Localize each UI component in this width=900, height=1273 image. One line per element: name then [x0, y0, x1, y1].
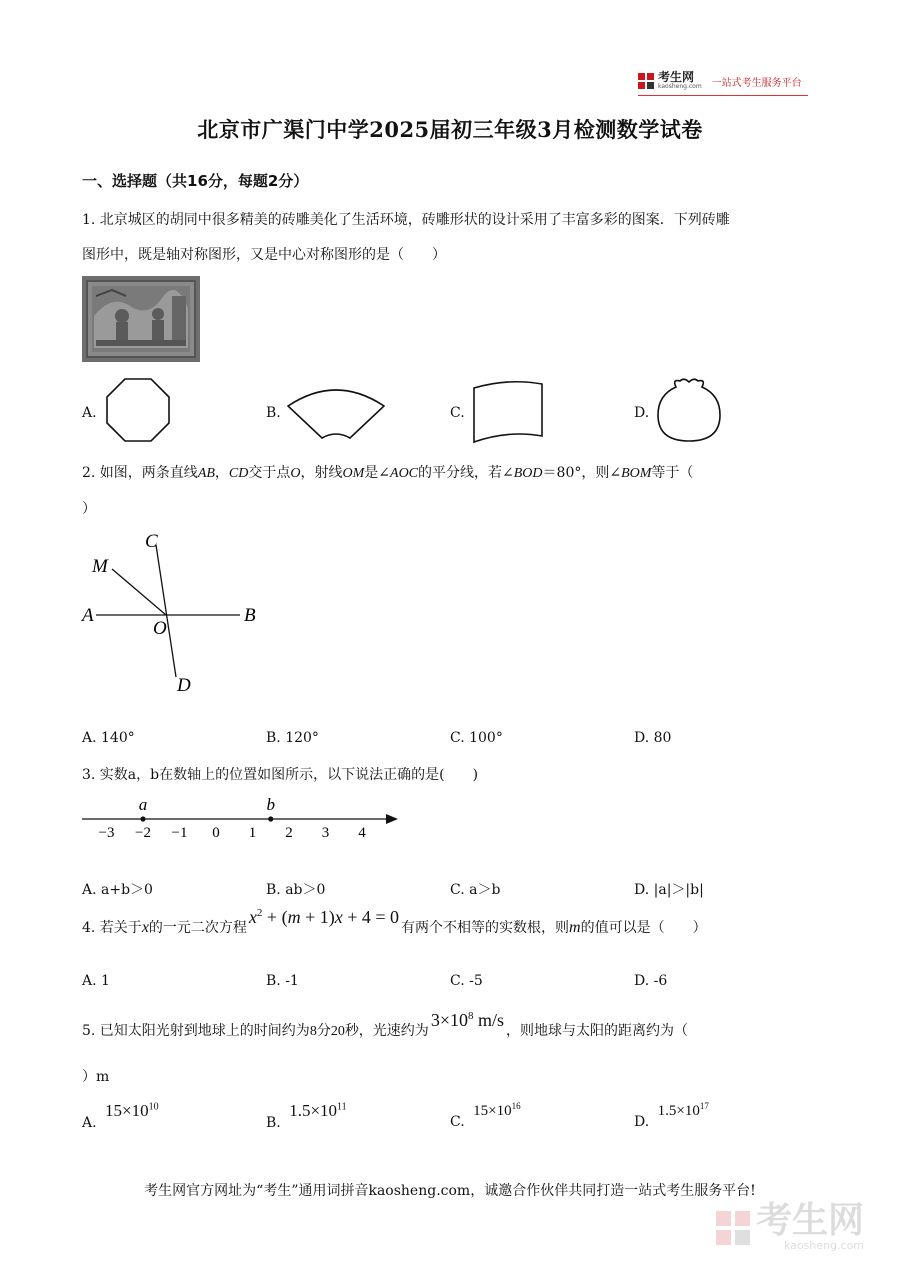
- watermark: [716, 1200, 865, 1252]
- q5-speed: [431, 1010, 504, 1031]
- watermark-domain: kaosheng.com: [783, 1239, 865, 1252]
- q2-option-b: B. 120°: [266, 730, 319, 746]
- brand-logo-icon: [638, 73, 654, 89]
- q2-var-bom: BOM: [621, 466, 652, 481]
- brand-divider: [638, 95, 808, 96]
- q5-option-d-label: D.: [634, 1114, 650, 1130]
- q1-line1: 1. 北京城区的胡同中很多精美的砖雕美化了生活环境，砖雕形状的设计采用了丰富多彩的图案．下列砖雕: [82, 212, 730, 228]
- q4-eq-x2: x: [334, 907, 343, 927]
- q2-comma: ，: [214, 465, 229, 481]
- line-cd: [156, 545, 176, 677]
- q2-var-bod: BOD: [513, 466, 543, 481]
- q5-option-a-label: A.: [82, 1115, 97, 1131]
- q1-option-d-label: D.: [634, 405, 650, 421]
- q5-option-a: [82, 1101, 159, 1131]
- q4-option-a: A. 1: [82, 973, 110, 989]
- q4-eq-tail: + 4 = 0: [342, 907, 400, 927]
- label-m: M: [92, 556, 108, 577]
- q4-option-d: D. -6: [634, 973, 668, 989]
- q5-option-d: [634, 1101, 709, 1130]
- q5-option-a-base: 15×10: [105, 1101, 149, 1120]
- q3-option-d: D. |a|＞|b|: [634, 882, 704, 898]
- q5-option-b-base: 1.5×10: [289, 1101, 338, 1120]
- q5-option-c-base: 15×10: [473, 1103, 512, 1119]
- wave-flag-figure: [470, 380, 544, 450]
- q5-option-b: [266, 1101, 347, 1131]
- q5-text-3: 秒，光速约为: [344, 1023, 429, 1039]
- page-title: 北京市广渠门中学2025届初三年级3月检测数学试卷: [197, 117, 703, 142]
- watermark-logo-icon: [716, 1211, 750, 1245]
- fan-figure: [286, 384, 386, 446]
- q2-var-aoc: AOC: [390, 466, 419, 481]
- section-heading: 一、选择题（共16分，每题2分）: [82, 172, 309, 190]
- q4-var-m: m: [569, 919, 581, 936]
- q4-eq-plus-one: + 1): [300, 907, 335, 927]
- q2-text-5: 的平分线，若∠: [418, 465, 514, 481]
- q1-option-b-label: B.: [266, 405, 281, 421]
- q4-equation: [249, 907, 399, 928]
- number-line-tick-label: 0: [212, 825, 220, 841]
- q3-option-b: B. ab＞0: [266, 882, 326, 898]
- q1-option-c-label: C.: [450, 405, 465, 421]
- number-line-tick-label: 4: [358, 825, 366, 841]
- label-point-a: a: [138, 795, 148, 814]
- q2-text-6: ＝80°，则∠: [542, 465, 622, 481]
- q4-text-3: 有两个不相等的实数根，则: [401, 920, 570, 936]
- q2-text-3: ，射线: [300, 465, 343, 481]
- number-line-tick-label: −1: [171, 825, 188, 841]
- brand-slogan: 一站式考生服务平台: [711, 77, 802, 89]
- q5-option-c: [450, 1101, 521, 1130]
- q5-option-c-value: [473, 1103, 520, 1119]
- q5-text-2: 分: [316, 1023, 331, 1039]
- brand-domain: kaosheng.com: [658, 83, 702, 90]
- q4-option-c: C. -5: [450, 973, 483, 989]
- q2-var-cd: CD: [228, 466, 249, 481]
- q4-text-1: 4. 若关于: [82, 920, 142, 936]
- q1-option-a-label: A.: [82, 405, 97, 421]
- q2-var-ab: AB: [197, 466, 215, 481]
- footer-text: 考生网官方网址为“考生”通用词拼音kaosheng.com，诚邀合作伙伴共同打造一站式考生服务平台!: [144, 1183, 756, 1199]
- number-line-tick-label: 1: [248, 825, 257, 841]
- number-line-tick-label: −2: [135, 825, 151, 841]
- q5-option-a-exp: 10: [148, 1101, 159, 1113]
- q2-text-2: 交于点: [248, 465, 291, 481]
- q3-option-a: A. a+b＞0: [82, 882, 153, 898]
- q2-var-o: O: [290, 466, 301, 481]
- q2-var-om: OM: [342, 466, 365, 481]
- q4-line: [82, 907, 707, 937]
- q5-option-b-label: B.: [266, 1115, 281, 1131]
- q5-line1: [82, 1010, 688, 1040]
- brand-header: [638, 72, 802, 90]
- point-b: [268, 816, 273, 821]
- point-a: [140, 816, 145, 821]
- label-o: O: [153, 618, 167, 639]
- q5-option-c-exp: 16: [511, 1101, 521, 1111]
- q2-text-4: 是∠: [364, 465, 391, 481]
- watermark-name: 考生网: [756, 1200, 865, 1241]
- brand-name: 考生网: [658, 70, 695, 84]
- q4-text-4: 的值可以是（ ）: [580, 920, 707, 936]
- q3-text: 3. 实数a，b在数轴上的位置如图所示，以下说法正确的是( ): [82, 767, 479, 783]
- label-b: B: [244, 605, 256, 626]
- q5-option-d-exp: 17: [699, 1101, 709, 1111]
- q2-text-1: 2. 如图，两条直线: [82, 465, 198, 481]
- bag-figure: [654, 377, 724, 449]
- q5-text-1: 5. 已知太阳光射到地球上的时间约为: [82, 1023, 310, 1039]
- q5-option-b-value: [289, 1101, 346, 1120]
- watermark-text: [756, 1200, 865, 1252]
- label-d: D: [177, 675, 191, 696]
- q5-minutes: 8: [309, 1024, 317, 1039]
- q5-speed-base: 3×10: [430, 1010, 468, 1030]
- intersecting-lines-diagram: [78, 525, 278, 704]
- q5-speed-exp: 8: [467, 1010, 474, 1022]
- number-line-tick-label: 2: [285, 825, 293, 841]
- q5-option-c-label: C.: [450, 1114, 465, 1130]
- q4-eq-exponent: 2: [256, 907, 263, 919]
- q5-option-b-exp: 11: [337, 1101, 347, 1113]
- q2-line1: [82, 462, 693, 482]
- q5-option-d-value: [658, 1103, 709, 1119]
- octagon-figure: [105, 377, 171, 447]
- q5-speed-unit: m/s: [473, 1010, 504, 1030]
- q2-text-7: 等于（: [651, 465, 694, 481]
- q5-line2: ）m: [82, 1069, 110, 1085]
- q3-option-c: C. a＞b: [450, 882, 501, 898]
- ray-om: [112, 569, 166, 615]
- q1-line2: 图形中，既是轴对称图形，又是中心对称图形的是（ ）: [82, 247, 446, 263]
- q4-text-2: 的一元二次方程: [148, 920, 247, 936]
- label-c: C: [145, 531, 158, 552]
- q4-eq-m: m: [287, 907, 301, 927]
- q2-option-c: C. 100°: [450, 730, 503, 746]
- q5-text-4: ，则地球与太阳的距离约为（: [505, 1023, 688, 1039]
- q5-seconds: 20: [330, 1024, 345, 1039]
- q4-eq-plus-paren: + (: [262, 907, 288, 927]
- q2-option-d: D. 80: [634, 730, 672, 746]
- q2-option-a: A. 140°: [82, 730, 135, 746]
- number-line-tick-label: −3: [98, 825, 115, 841]
- number-line-arrow: [386, 814, 398, 824]
- number-line-tick-label: 3: [321, 825, 330, 841]
- q5-option-a-value: [105, 1101, 159, 1120]
- brand-text: [658, 72, 702, 90]
- q4-eq-x: x: [248, 907, 257, 927]
- label-point-b: b: [266, 795, 275, 814]
- q5-option-d-base: 1.5×10: [657, 1103, 700, 1119]
- q2-line2: ）: [82, 501, 96, 517]
- q4-option-b: B. -1: [266, 973, 299, 989]
- label-a: A: [82, 605, 94, 626]
- q4-var-x: x: [141, 919, 149, 936]
- number-line: [78, 793, 408, 852]
- brick-carving-photo: [82, 276, 200, 362]
